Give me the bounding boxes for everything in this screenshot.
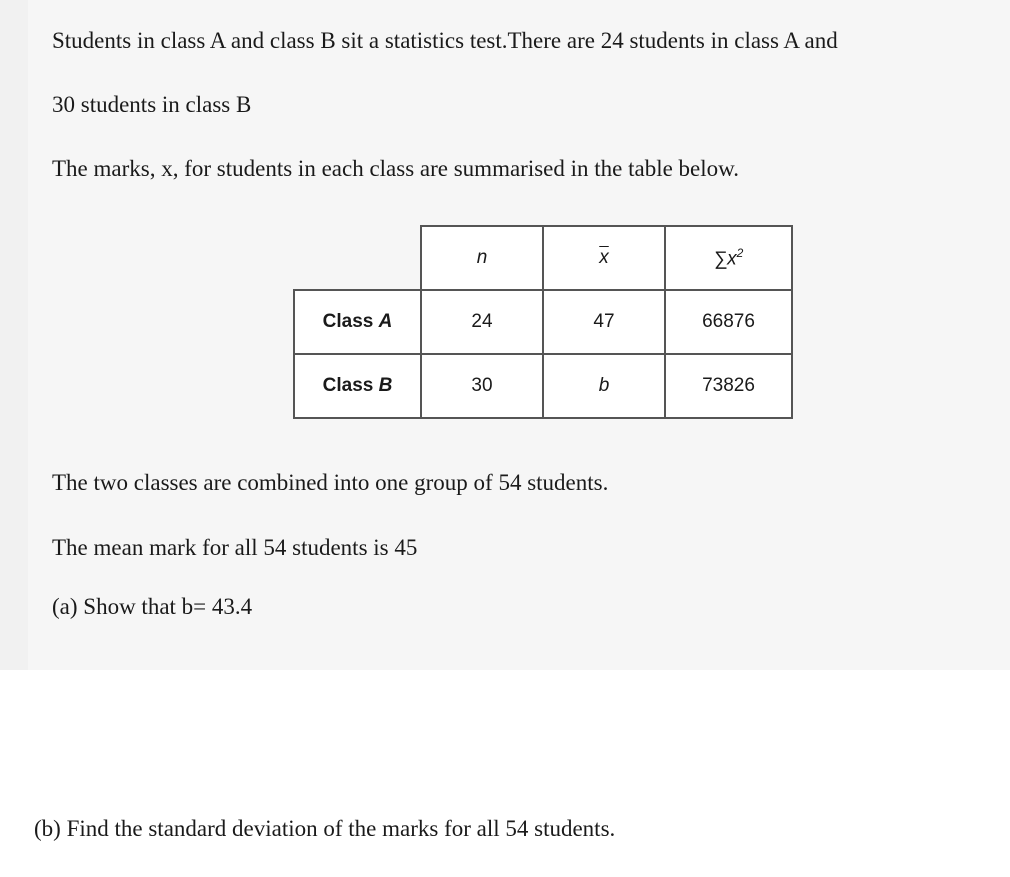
row-label-text: Class — [322, 311, 379, 332]
intro-line-3: The marks, x, for students in each class are summarised in the table below. — [52, 156, 740, 181]
sum-symbol: ∑x — [713, 248, 737, 270]
cell-n-class-b: 30 — [421, 354, 543, 418]
table-corner-cell — [294, 226, 421, 290]
intro-line-1: Students in class A and class B sit a statistics test.There are 24 students in class A and — [52, 28, 838, 53]
row-label-class-a — [294, 290, 421, 354]
row-label-text: Class — [322, 375, 379, 396]
header-n: n — [421, 226, 543, 290]
row-label-letter: A — [378, 311, 393, 332]
table-header-row — [294, 226, 792, 290]
cell-sum-x2-class-a: 66876 — [665, 290, 792, 354]
header-mean — [543, 226, 665, 290]
cell-mean-class-b: b — [543, 354, 665, 418]
question-part-a: (a) Show that b= 43.4 — [52, 594, 253, 619]
summary-table — [293, 225, 793, 419]
table-row — [294, 354, 792, 418]
intro-line-2: 30 students in class B — [52, 92, 252, 117]
table-row — [294, 290, 792, 354]
sum-power: 2 — [736, 245, 744, 260]
mean-statement: The mean mark for all 54 students is 45 — [52, 535, 418, 560]
cell-sum-x2-class-b: 73826 — [665, 354, 792, 418]
row-label-letter: B — [378, 375, 393, 396]
question-part-b: (b) Find the standard deviation of the marks for all 54 students. — [34, 816, 616, 841]
combined-statement: The two classes are combined into one group of 54 students. — [52, 470, 609, 495]
cell-n-class-a: 24 — [421, 290, 543, 354]
mean-symbol: $\overline{x}$ — [599, 247, 609, 268]
row-label-class-b — [294, 354, 421, 418]
cell-mean-class-a: 47 — [543, 290, 665, 354]
header-sum-x-squared — [665, 226, 792, 290]
